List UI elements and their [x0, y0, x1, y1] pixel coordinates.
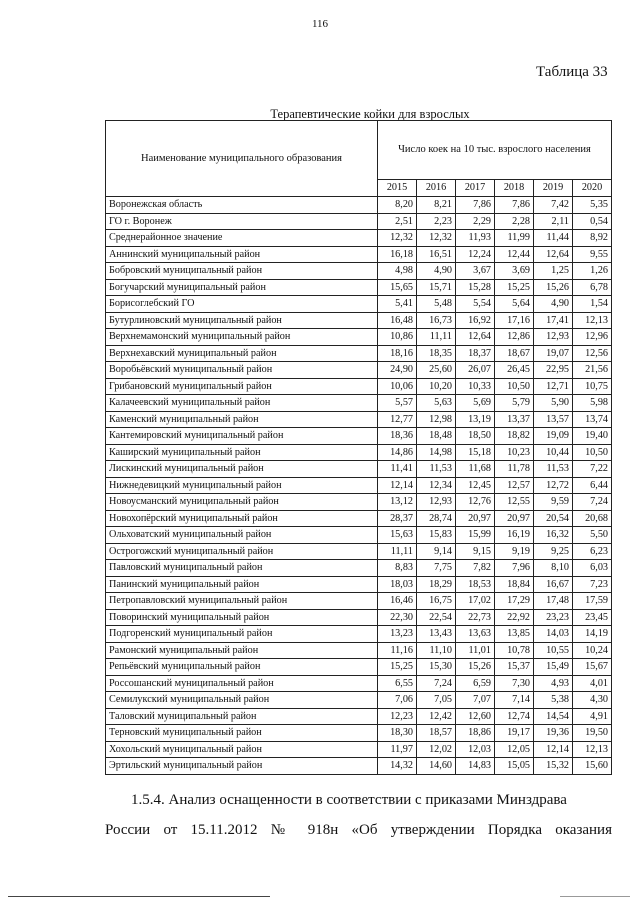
row-value-2015: 4,98 [378, 263, 417, 280]
row-value-2015: 14,32 [378, 758, 417, 775]
row-value-2019: 12,93 [534, 329, 573, 346]
row-value-2015: 2,51 [378, 213, 417, 230]
row-value-2015: 16,18 [378, 246, 417, 263]
row-value-2017: 7,86 [456, 197, 495, 214]
header-year: 2016 [417, 180, 456, 197]
row-value-2015: 10,86 [378, 329, 417, 346]
row-value-2019: 16,67 [534, 576, 573, 593]
row-value-2017: 22,73 [456, 609, 495, 626]
row-value-2018: 12,86 [495, 329, 534, 346]
row-value-2020: 15,60 [573, 758, 612, 775]
row-name: Борисоглебский ГО [106, 296, 378, 313]
table-row [106, 725, 612, 742]
row-value-2017: 2,29 [456, 213, 495, 230]
row-value-2018: 19,17 [495, 725, 534, 742]
row-value-2018: 20,97 [495, 510, 534, 527]
row-value-2017: 15,26 [456, 659, 495, 676]
table-row [106, 609, 612, 626]
row-value-2020: 4,91 [573, 708, 612, 725]
row-value-2017: 26,07 [456, 362, 495, 379]
row-value-2015: 13,12 [378, 494, 417, 511]
row-value-2015: 12,77 [378, 411, 417, 428]
row-name: Кантемировский муниципальный район [106, 428, 378, 445]
row-value-2017: 7,82 [456, 560, 495, 577]
table-row [106, 213, 612, 230]
row-value-2017: 12,76 [456, 494, 495, 511]
row-value-2015: 10,06 [378, 378, 417, 395]
table-row [106, 428, 612, 445]
row-value-2016: 28,74 [417, 510, 456, 527]
row-value-2017: 12,60 [456, 708, 495, 725]
row-value-2016: 16,51 [417, 246, 456, 263]
row-name: ГО г. Воронеж [106, 213, 378, 230]
row-value-2019: 15,49 [534, 659, 573, 676]
row-value-2016: 7,75 [417, 560, 456, 577]
row-value-2016: 12,02 [417, 741, 456, 758]
row-value-2020: 17,59 [573, 593, 612, 610]
row-value-2018: 5,64 [495, 296, 534, 313]
table-row [106, 395, 612, 412]
row-value-2015: 12,14 [378, 477, 417, 494]
table-row [106, 560, 612, 577]
row-value-2017: 15,18 [456, 444, 495, 461]
row-value-2016: 12,98 [417, 411, 456, 428]
row-value-2020: 1,26 [573, 263, 612, 280]
row-value-2020: 7,22 [573, 461, 612, 478]
table-row [106, 593, 612, 610]
row-name: Хохольский муниципальный район [106, 741, 378, 758]
row-value-2019: 14,54 [534, 708, 573, 725]
row-value-2016: 10,20 [417, 378, 456, 395]
row-value-2015: 28,37 [378, 510, 417, 527]
row-value-2016: 12,93 [417, 494, 456, 511]
row-value-2015: 5,57 [378, 395, 417, 412]
row-value-2019: 10,44 [534, 444, 573, 461]
row-value-2016: 16,73 [417, 312, 456, 329]
row-value-2019: 11,53 [534, 461, 573, 478]
row-value-2016: 11,53 [417, 461, 456, 478]
row-value-2020: 4,30 [573, 692, 612, 709]
row-value-2015: 11,41 [378, 461, 417, 478]
row-value-2017: 11,68 [456, 461, 495, 478]
row-value-2017: 6,59 [456, 675, 495, 692]
row-value-2020: 5,50 [573, 527, 612, 544]
table-row [106, 362, 612, 379]
table-row [106, 296, 612, 313]
table-row [106, 543, 612, 560]
row-value-2016: 22,54 [417, 609, 456, 626]
header-name-column: Наименование муниципального образования [106, 121, 378, 197]
row-name: Воробьёвский муниципальный район [106, 362, 378, 379]
beds-table [105, 120, 612, 775]
row-value-2018: 10,23 [495, 444, 534, 461]
row-value-2018: 17,16 [495, 312, 534, 329]
paragraph-line-2: России от 15.11.2012 № 918н «Об утверждении Порядка оказания [105, 822, 612, 838]
row-value-2018: 12,57 [495, 477, 534, 494]
row-value-2017: 15,28 [456, 279, 495, 296]
row-value-2019: 9,59 [534, 494, 573, 511]
row-value-2018: 18,67 [495, 345, 534, 362]
row-value-2015: 16,48 [378, 312, 417, 329]
row-value-2020: 19,50 [573, 725, 612, 742]
row-value-2017: 10,33 [456, 378, 495, 395]
row-name: Ольховатский муниципальный район [106, 527, 378, 544]
table-caption: Терапевтические койки для взрослых [270, 107, 470, 121]
table-row [106, 329, 612, 346]
row-value-2019: 4,90 [534, 296, 573, 313]
row-name: Нижнедевицкий муниципальный район [106, 477, 378, 494]
table-row [106, 461, 612, 478]
row-name: Таловский муниципальный район [106, 708, 378, 725]
row-value-2017: 18,50 [456, 428, 495, 445]
row-name: Лискинский муниципальный район [106, 461, 378, 478]
row-value-2019: 23,23 [534, 609, 573, 626]
table-row [106, 708, 612, 725]
row-name: Россошанский муниципальный район [106, 675, 378, 692]
row-value-2016: 12,32 [417, 230, 456, 247]
row-value-2019: 8,10 [534, 560, 573, 577]
paragraph-line-1: 1.5.4. Анализ оснащенности в соответствии с приказами Минздрава [131, 792, 567, 808]
row-name: Аннинский муниципальный район [106, 246, 378, 263]
row-value-2015: 15,63 [378, 527, 417, 544]
row-value-2018: 13,85 [495, 626, 534, 643]
row-value-2016: 15,30 [417, 659, 456, 676]
table-row [106, 444, 612, 461]
row-name: Поворинский муниципальный район [106, 609, 378, 626]
table-row [106, 527, 612, 544]
row-value-2015: 11,11 [378, 543, 417, 560]
row-name: Калачеевский муниципальный район [106, 395, 378, 412]
row-value-2016: 11,11 [417, 329, 456, 346]
row-value-2019: 14,03 [534, 626, 573, 643]
row-value-2015: 6,55 [378, 675, 417, 692]
row-value-2017: 5,69 [456, 395, 495, 412]
row-value-2020: 23,45 [573, 609, 612, 626]
row-value-2018: 16,19 [495, 527, 534, 544]
row-value-2019: 2,11 [534, 213, 573, 230]
row-value-2016: 18,29 [417, 576, 456, 593]
row-value-2015: 18,03 [378, 576, 417, 593]
table-row [106, 741, 612, 758]
row-value-2019: 15,26 [534, 279, 573, 296]
row-value-2018: 12,55 [495, 494, 534, 511]
row-value-2018: 15,37 [495, 659, 534, 676]
row-value-2018: 10,50 [495, 378, 534, 395]
row-value-2020: 15,67 [573, 659, 612, 676]
row-value-2017: 14,83 [456, 758, 495, 775]
row-value-2016: 18,57 [417, 725, 456, 742]
row-name: Терновский муниципальный район [106, 725, 378, 742]
row-value-2018: 22,92 [495, 609, 534, 626]
row-value-2018: 7,30 [495, 675, 534, 692]
row-value-2020: 9,55 [573, 246, 612, 263]
row-value-2015: 24,90 [378, 362, 417, 379]
row-value-2015: 11,16 [378, 642, 417, 659]
row-value-2020: 6,03 [573, 560, 612, 577]
row-value-2015: 15,25 [378, 659, 417, 676]
table-row [106, 411, 612, 428]
footer-rule-right [560, 896, 630, 897]
row-value-2019: 13,57 [534, 411, 573, 428]
row-value-2019: 20,54 [534, 510, 573, 527]
row-name: Семилукский муниципальный район [106, 692, 378, 709]
row-value-2019: 17,41 [534, 312, 573, 329]
row-value-2016: 13,43 [417, 626, 456, 643]
row-value-2015: 18,30 [378, 725, 417, 742]
row-value-2019: 19,09 [534, 428, 573, 445]
row-value-2020: 13,74 [573, 411, 612, 428]
row-value-2019: 5,90 [534, 395, 573, 412]
row-value-2016: 7,05 [417, 692, 456, 709]
table-label: Таблица 33 [536, 64, 608, 80]
header-year: 2017 [456, 180, 495, 197]
row-value-2017: 12,24 [456, 246, 495, 263]
header-year: 2015 [378, 180, 417, 197]
row-value-2016: 15,71 [417, 279, 456, 296]
row-value-2020: 6,44 [573, 477, 612, 494]
row-value-2019: 11,44 [534, 230, 573, 247]
row-value-2017: 12,03 [456, 741, 495, 758]
row-value-2020: 20,68 [573, 510, 612, 527]
row-value-2017: 18,86 [456, 725, 495, 742]
row-value-2017: 16,92 [456, 312, 495, 329]
row-value-2017: 11,93 [456, 230, 495, 247]
table-row [106, 494, 612, 511]
row-value-2019: 19,36 [534, 725, 573, 742]
table-row [106, 758, 612, 775]
row-value-2020: 7,23 [573, 576, 612, 593]
row-value-2020: 0,54 [573, 213, 612, 230]
row-value-2018: 18,84 [495, 576, 534, 593]
row-value-2020: 5,35 [573, 197, 612, 214]
row-value-2017: 12,45 [456, 477, 495, 494]
row-value-2016: 12,34 [417, 477, 456, 494]
row-value-2016: 12,42 [417, 708, 456, 725]
header-year: 2019 [534, 180, 573, 197]
row-value-2018: 5,79 [495, 395, 534, 412]
header-year: 2020 [573, 180, 612, 197]
row-value-2019: 10,55 [534, 642, 573, 659]
row-value-2015: 14,86 [378, 444, 417, 461]
row-name: Бутурлиновский муниципальный район [106, 312, 378, 329]
row-value-2020: 1,54 [573, 296, 612, 313]
row-value-2018: 7,86 [495, 197, 534, 214]
header-group-column: Число коек на 10 тыс. взрослого населения [378, 121, 612, 180]
row-name: Новохопёрский муниципальный район [106, 510, 378, 527]
table-row [106, 378, 612, 395]
row-value-2020: 7,24 [573, 494, 612, 511]
row-value-2015: 12,32 [378, 230, 417, 247]
row-value-2016: 18,48 [417, 428, 456, 445]
row-value-2016: 18,35 [417, 345, 456, 362]
row-value-2020: 19,40 [573, 428, 612, 445]
row-value-2015: 18,36 [378, 428, 417, 445]
row-value-2018: 7,14 [495, 692, 534, 709]
row-name: Рамонский муниципальный район [106, 642, 378, 659]
row-value-2017: 5,54 [456, 296, 495, 313]
row-value-2020: 5,98 [573, 395, 612, 412]
row-value-2017: 18,53 [456, 576, 495, 593]
row-value-2018: 11,99 [495, 230, 534, 247]
table-body [106, 197, 612, 775]
row-value-2016: 9,14 [417, 543, 456, 560]
row-value-2020: 10,75 [573, 378, 612, 395]
table-row [106, 279, 612, 296]
row-name: Новоусманский муниципальный район [106, 494, 378, 511]
table-row [106, 642, 612, 659]
row-value-2017: 3,67 [456, 263, 495, 280]
table-row [106, 345, 612, 362]
row-value-2018: 2,28 [495, 213, 534, 230]
row-value-2016: 2,23 [417, 213, 456, 230]
table-row [106, 312, 612, 329]
row-value-2020: 12,96 [573, 329, 612, 346]
row-value-2018: 12,05 [495, 741, 534, 758]
table-row [106, 692, 612, 709]
row-value-2018: 10,78 [495, 642, 534, 659]
row-name: Верхнехавский муниципальный район [106, 345, 378, 362]
row-value-2020: 12,13 [573, 312, 612, 329]
header-year: 2018 [495, 180, 534, 197]
row-value-2015: 11,97 [378, 741, 417, 758]
row-value-2020: 14,19 [573, 626, 612, 643]
table-row [106, 675, 612, 692]
row-value-2018: 15,25 [495, 279, 534, 296]
row-value-2019: 12,14 [534, 741, 573, 758]
table-row [106, 626, 612, 643]
row-value-2018: 18,82 [495, 428, 534, 445]
row-name: Богучарский муниципальный район [106, 279, 378, 296]
row-value-2017: 12,64 [456, 329, 495, 346]
row-value-2020: 8,92 [573, 230, 612, 247]
row-value-2020: 10,24 [573, 642, 612, 659]
row-value-2018: 26,45 [495, 362, 534, 379]
row-value-2017: 13,19 [456, 411, 495, 428]
row-value-2020: 12,56 [573, 345, 612, 362]
row-value-2017: 18,37 [456, 345, 495, 362]
row-name: Грибановский муниципальный район [106, 378, 378, 395]
row-value-2020: 4,01 [573, 675, 612, 692]
table-row [106, 263, 612, 280]
row-value-2016: 7,24 [417, 675, 456, 692]
row-value-2019: 7,42 [534, 197, 573, 214]
row-value-2018: 11,78 [495, 461, 534, 478]
row-value-2016: 14,98 [417, 444, 456, 461]
row-value-2019: 16,32 [534, 527, 573, 544]
row-value-2017: 9,15 [456, 543, 495, 560]
row-name: Каширский муниципальный район [106, 444, 378, 461]
row-value-2020: 6,78 [573, 279, 612, 296]
row-value-2017: 7,07 [456, 692, 495, 709]
table-row [106, 246, 612, 263]
row-value-2019: 9,25 [534, 543, 573, 560]
row-value-2019: 4,93 [534, 675, 573, 692]
row-value-2016: 25,60 [417, 362, 456, 379]
row-name: Подгоренский муниципальный район [106, 626, 378, 643]
row-value-2016: 8,21 [417, 197, 456, 214]
row-name: Панинский муниципальный район [106, 576, 378, 593]
row-value-2019: 12,72 [534, 477, 573, 494]
row-value-2016: 5,48 [417, 296, 456, 313]
row-value-2019: 1,25 [534, 263, 573, 280]
row-value-2019: 5,38 [534, 692, 573, 709]
row-name: Воронежская область [106, 197, 378, 214]
table-row [106, 576, 612, 593]
table-row [106, 197, 612, 214]
row-value-2020: 6,23 [573, 543, 612, 560]
row-value-2020: 12,13 [573, 741, 612, 758]
row-value-2016: 5,63 [417, 395, 456, 412]
row-value-2015: 8,20 [378, 197, 417, 214]
row-value-2016: 4,90 [417, 263, 456, 280]
row-value-2016: 11,10 [417, 642, 456, 659]
row-value-2015: 18,16 [378, 345, 417, 362]
row-value-2020: 10,50 [573, 444, 612, 461]
row-name: Верхнемамонский муниципальный район [106, 329, 378, 346]
row-name: Петропавловский муниципальный район [106, 593, 378, 610]
row-value-2018: 3,69 [495, 263, 534, 280]
row-name: Каменский муниципальный район [106, 411, 378, 428]
row-value-2015: 22,30 [378, 609, 417, 626]
row-value-2015: 16,46 [378, 593, 417, 610]
row-value-2019: 22,95 [534, 362, 573, 379]
row-value-2017: 11,01 [456, 642, 495, 659]
row-name: Острогожский муниципальный район [106, 543, 378, 560]
row-value-2017: 13,63 [456, 626, 495, 643]
row-value-2019: 12,64 [534, 246, 573, 263]
row-value-2018: 17,29 [495, 593, 534, 610]
row-value-2019: 17,48 [534, 593, 573, 610]
page-number: 116 [311, 18, 329, 30]
row-value-2015: 5,41 [378, 296, 417, 313]
row-value-2016: 16,75 [417, 593, 456, 610]
row-value-2015: 8,83 [378, 560, 417, 577]
row-value-2016: 15,83 [417, 527, 456, 544]
row-value-2019: 15,32 [534, 758, 573, 775]
row-value-2019: 19,07 [534, 345, 573, 362]
row-value-2018: 9,19 [495, 543, 534, 560]
row-value-2018: 12,44 [495, 246, 534, 263]
row-value-2015: 15,65 [378, 279, 417, 296]
row-value-2018: 15,05 [495, 758, 534, 775]
table-row [106, 510, 612, 527]
row-value-2015: 7,06 [378, 692, 417, 709]
row-value-2020: 21,56 [573, 362, 612, 379]
row-name: Бобровский муниципальный район [106, 263, 378, 280]
table-row [106, 659, 612, 676]
footer-rule-left [8, 896, 270, 897]
row-value-2017: 17,02 [456, 593, 495, 610]
row-value-2016: 14,60 [417, 758, 456, 775]
row-name: Павловский муниципальный район [106, 560, 378, 577]
table-row [106, 477, 612, 494]
row-name: Репьёвский муниципальный район [106, 659, 378, 676]
row-name: Эртильский муниципальный район [106, 758, 378, 775]
row-value-2017: 15,99 [456, 527, 495, 544]
row-value-2018: 12,74 [495, 708, 534, 725]
row-value-2015: 13,23 [378, 626, 417, 643]
row-value-2019: 12,71 [534, 378, 573, 395]
table-row [106, 230, 612, 247]
row-value-2018: 7,96 [495, 560, 534, 577]
row-value-2017: 20,97 [456, 510, 495, 527]
row-value-2015: 12,23 [378, 708, 417, 725]
row-value-2018: 13,37 [495, 411, 534, 428]
row-name: Среднерайонное значение [106, 230, 378, 247]
